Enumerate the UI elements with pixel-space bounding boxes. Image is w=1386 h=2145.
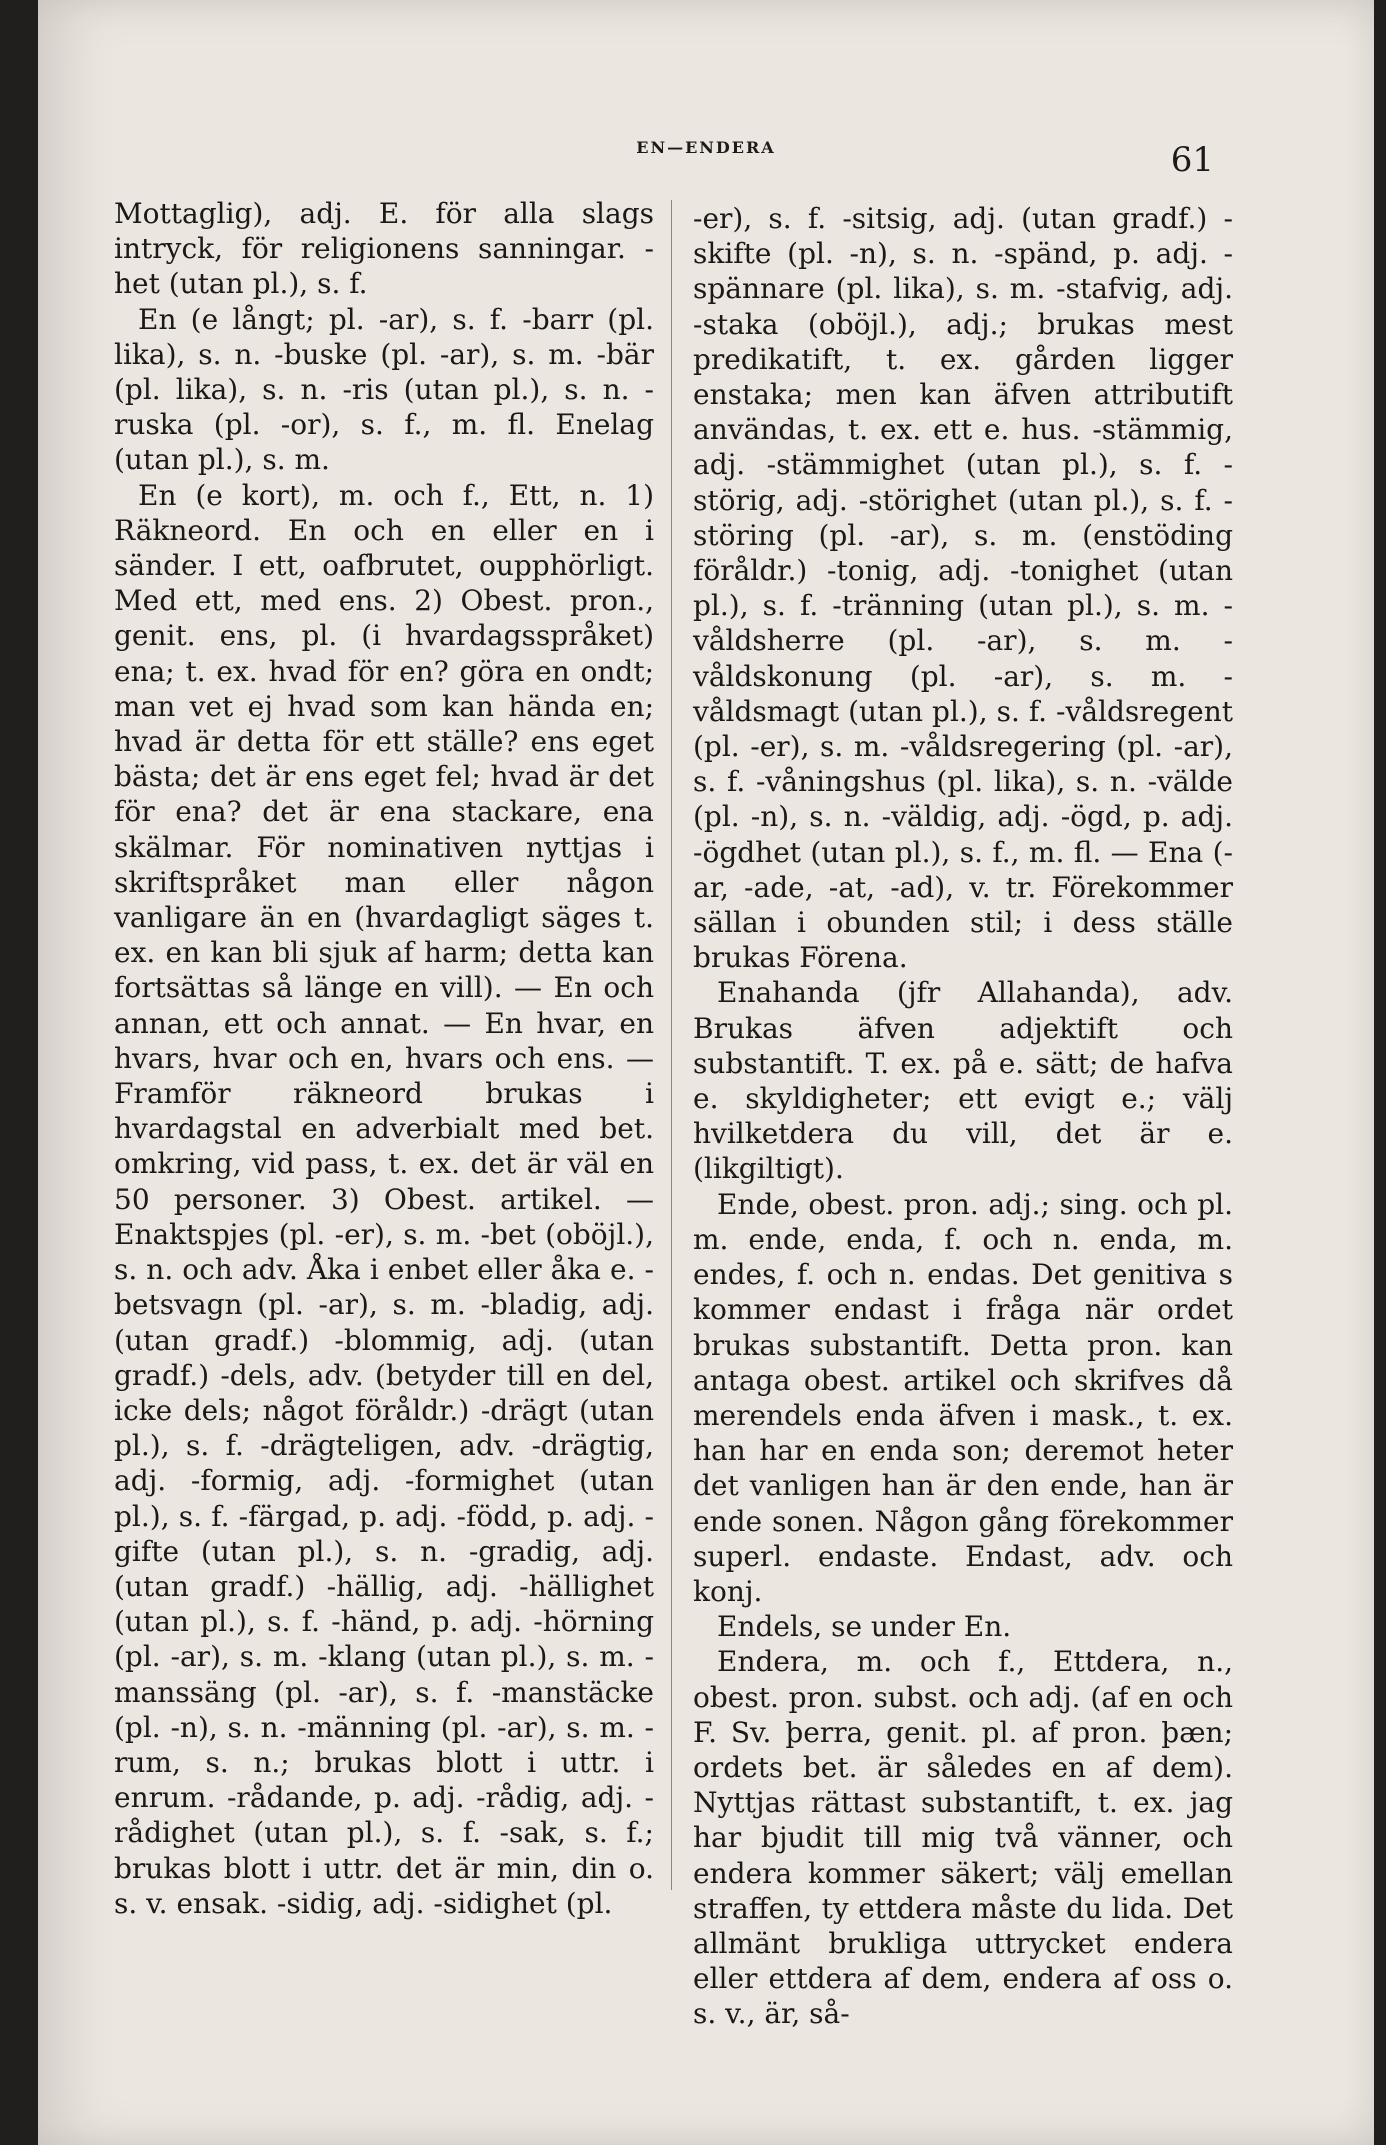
running-head: EN—ENDERA <box>636 138 776 157</box>
entry-paragraph: En (e långt; pl. -ar), s. f. -barr (pl. lika), s. n. -buske (pl. -ar), s. m. -bär (pl. lika), s. n. -ris (utan pl.), s. n. -ruska (pl. -or), s. f., m. fl. Enelag (utan pl.), s. m. <box>114 302 654 477</box>
dictionary-page <box>38 0 1374 2145</box>
entry-paragraph: Mottaglig), adj. E. för alla slags intryck, för religionens sanningar. -het (utan pl.), s. f. <box>114 197 654 301</box>
entry-paragraph: En (e kort), m. och f., Ett, n. 1) Räkneord. En och en eller en i sänder. I ett, oafbrutet, oupphörligt. Med ett, med ens. 2) Obest. pron., genit. ens, pl. (i hvardagsspråket) ena; t. ex. hvad för en? göra en ondt; man vet ej hvad som kan hända en; hvad är detta för ett ställe? ens eget bästa; det är ens eget fel; hvad är det för ena? det är ena stackare, ena skälmar. För nominativen nyttjas i skriftspråket man eller någon vanligare än en (hvardagligt säges t. ex. en kan bli sjuk af harm; detta kan fortsättas så länge en vill). — En och annan, ett och annat. — En hvar, en hvars, hvar och en, hvars och ens. — Framför räkneord brukas i hvardagstal en adverbialt med bet. omkring, vid pass, t. ex. det är väl en 50 personer. 3) Obest. artikel. — Enaktspjes (pl. -er), s. m. -bet (oböjl.), s. n. och adv. Åka i enbet eller åka e. -betsvagn (pl. -ar), s. m. -bladig, adj. (utan gradf.) -blommig, adj. (utan gradf.) -dels, adv. (betyder till en del, icke dels; något föråldr.) -drägt (utan pl.), s. f. -drägteligen, adv. -drägtig, adj. -formig, adj. -formighet (utan pl.), s. f. -färgad, p. adj. -född, p. adj. -gifte (utan pl.), s. n. -gradig, adj. (utan gradf.) -hällig, adj. -hällighet (utan pl.), s. f. -händ, p. adj. -hörning (pl. -ar), s. m. -klang (utan pl.), s. m. -manssäng (pl. -ar), s. f. -manstäcke (pl. -n), s. n. -männing (pl. -ar), s. m. -rum, s. n.; brukas blott i uttr. i enrum. -rådande, p. adj. -rådig, adj. -rådighet (utan pl.), s. f. -sak, s. f.; brukas blott i uttr. det är min, din o. s. v. ensak. -sidig, adj. -sidighet (pl. <box>114 478 654 1920</box>
page-number: 61 <box>1170 140 1214 180</box>
entry-paragraph: Ende, obest. pron. adj.; sing. och pl. m. ende, enda, f. och n. enda, m. endes, f. och n. endas. Det genitiva s kommer endast i fråga när ordet brukas substantift. Detta pron. kan antaga obest. artikel och skrifves då merendels enda äfven i mask., t. ex. han har en enda son; deremot heter det vanligen han är den ende, han är ende sonen. Någon gång förekommer superl. endaste. Endast, adv. och konj. <box>693 1187 1233 1608</box>
entry-paragraph: Enahanda (jfr Allahanda), adv. Brukas äfven adjektift och substantift. T. ex. på e. sätt; de hafva e. skyldigheter; ett evigt e.; välj hvilketdera du vill, det är e. (likgiltigt). <box>693 976 1233 1186</box>
right-column <box>693 201 1233 2032</box>
column-divider <box>671 200 672 1890</box>
entry-paragraph: -er), s. f. -sitsig, adj. (utan gradf.) -skifte (pl. -n), s. n. -spänd, p. adj. -spännare (pl. lika), s. m. -stafvig, adj. -staka (oböjl.), adj.; brukas mest predikatift, t. ex. gården ligger enstaka; men kan äfven attributift användas, t. ex. ett e. hus. -stämmig, adj. -stämmighet (utan pl.), s. f. -störig, adj. -störighet (utan pl.), s. f. -störing (pl. -ar), s. m. (enstöding föråldr.) -tonig, adj. -tonighet (utan pl.), s. f. -tränning (utan pl.), s. m. -våldsherre (pl. -ar), s. m. -våldskonung (pl. -ar), s. m. -våldsmagt (utan pl.), s. f. -våldsregent (pl. -er), s. m. -våldsregering (pl. -ar), s. f. -våningshus (pl. lika), s. n. -välde (pl. -n), s. n. -väldig, adj. -ögd, p. adj. -ögdhet (utan pl.), s. f., m. fl. — Ena (-ar, -ade, -at, -ad), v. tr. Förekommer sällan i obunden stil; i dess ställe brukas Förena. <box>693 202 1233 975</box>
entry-paragraph: Endera, m. och f., Ettdera, n., obest. pron. subst. och adj. (af en och F. Sv. þerra, genit. pl. af pron. þæn; ordets bet. är således en af dem). Nyttjas rättast substantift, t. ex. jag har bjudit till mig två vänner, och endera kommer säkert; välj emellan straffen, ty ettdera måste du lida. Det allmänt brukliga uttrycket endera eller ettdera af dem, endera af oss o. s. v., är, så- <box>693 1645 1233 2031</box>
entry-paragraph: Endels, se under En. <box>717 1610 1012 1644</box>
left-column <box>114 196 654 1921</box>
